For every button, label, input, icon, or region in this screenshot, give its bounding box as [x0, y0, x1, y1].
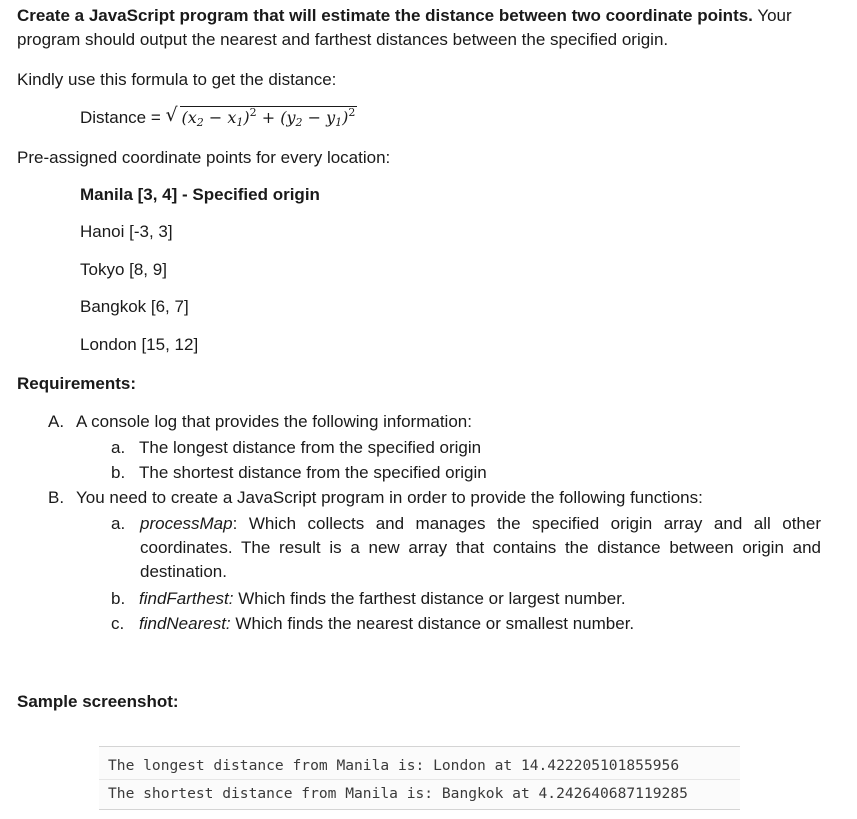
console-output: [99, 746, 740, 810]
req-a: [48, 410, 472, 434]
req-a-item: b. The shortest distance from the specified origin: [111, 463, 487, 482]
console-line: The shortest distance from Manila is: Bangkok at 4.242640687119285: [108, 785, 688, 802]
location-bangkok: Bangkok [6, 7]: [80, 297, 189, 316]
req-b: [48, 486, 703, 510]
sample-heading: Sample screenshot:: [17, 692, 179, 711]
intro-bold: Create a JavaScript program that will estimate the distance between two coordinate points.: [17, 6, 753, 25]
formula-label: Distance =: [80, 108, 161, 127]
function-name: processMap: [140, 514, 233, 533]
sqrt-icon: √: [165, 104, 178, 126]
req-a-item: a. The longest distance from the specified origin: [111, 438, 482, 457]
req-b-text: You need to create a JavaScript program in order to provide the following functions:: [76, 488, 703, 507]
formula-expression: √ $(x_2 - x_1)^2 + (y_2 - y_1)^2$: [165, 104, 356, 129]
location-hanoi: Hanoi [-3, 3]: [80, 222, 173, 241]
intro-paragraph: [17, 4, 837, 52]
req-b-label: B.: [48, 488, 65, 507]
preassigned-heading: Pre-assigned coordinate points for every location:: [17, 148, 391, 167]
location-tokyo: Tokyo [8, 9]: [80, 260, 167, 279]
formula: [80, 106, 357, 129]
location-manila: Manila [3, 4] - Specified origin: [80, 185, 320, 204]
req-a-label: A.: [48, 412, 65, 431]
console-line: The longest distance from Manila is: London at 14.422205101855956: [108, 757, 680, 774]
function-name: findNearest:: [139, 614, 231, 633]
req-b-item: c. findNearest: Which finds the nearest distance or smallest number.: [111, 614, 635, 633]
function-name: findFarthest:: [139, 589, 234, 608]
req-b-item: a. processMap: Which collects and manages the specified origin array and all other coordinates. The result is a new array that contains the distance between origin and destination.: [111, 514, 821, 581]
intro-rest: Your program should output the nearest and farthest distances between the specified origin.: [17, 6, 792, 49]
location-london: London [15, 12]: [80, 335, 199, 354]
req-a-text: A console log that provides the following information:: [76, 412, 472, 431]
req-b-item: b. findFarthest: Which finds the farthest distance or largest number.: [111, 589, 626, 608]
requirements-heading: Requirements:: [17, 374, 137, 393]
formula-intro: Kindly use this formula to get the distance:: [17, 70, 337, 89]
